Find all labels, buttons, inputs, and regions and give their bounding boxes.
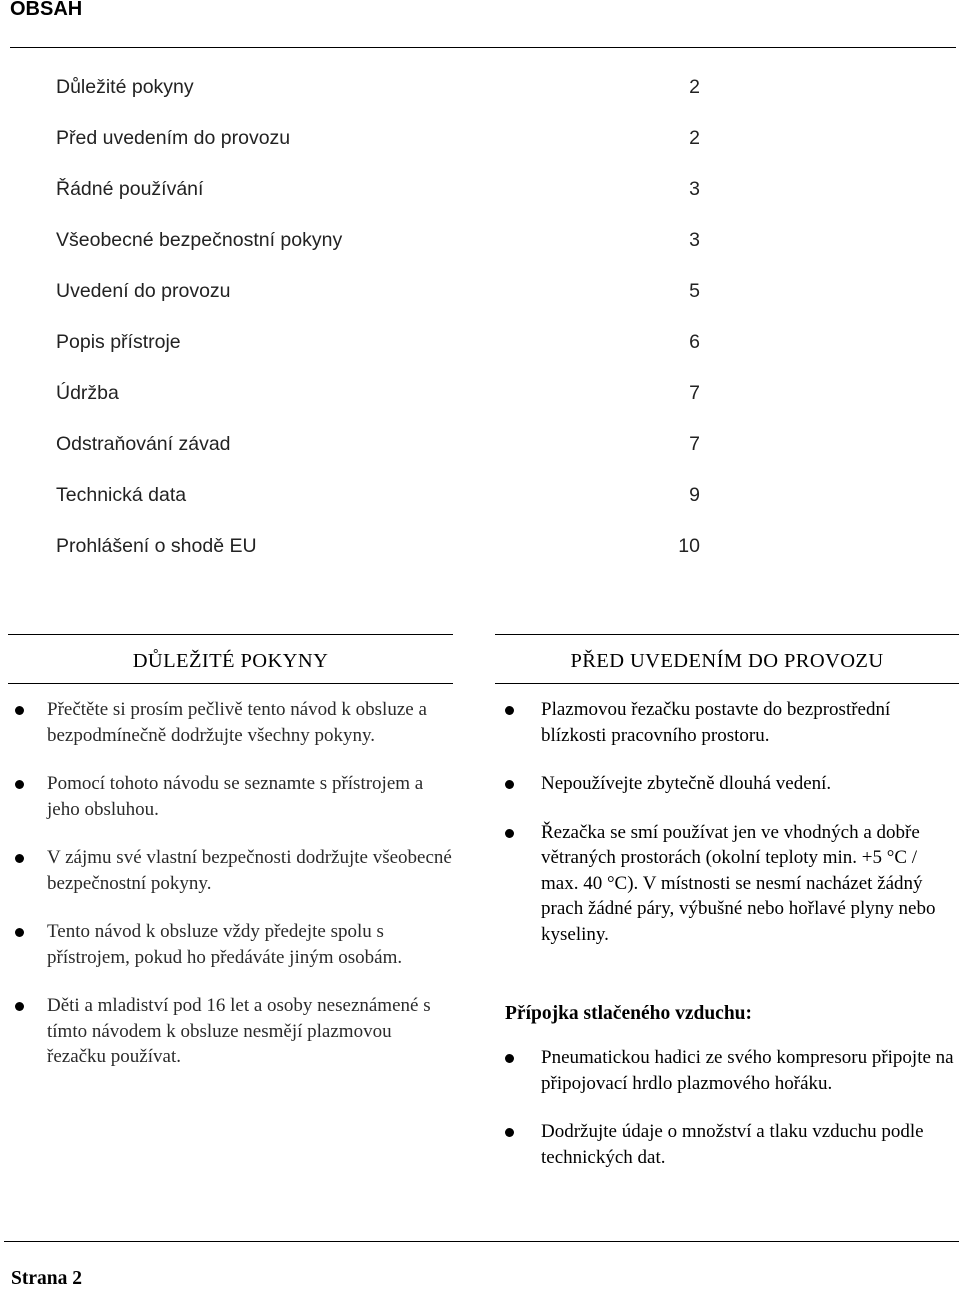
air-connection-heading: Přípojka stlačeného vzduchu: — [505, 1003, 753, 1024]
bullet-icon — [505, 706, 514, 715]
list-item-text: Pneumatickou hadici ze svého kompresoru připojte na připojovací hrdlo plazmového hořáku. — [541, 1047, 954, 1094]
toc-row[interactable] — [56, 331, 700, 382]
table-of-contents — [56, 76, 700, 586]
toc-title: Před uvedením do provozu — [56, 127, 291, 149]
list-item-text: Děti a mladiství pod 16 let a osoby neseznámené s tímto návodem k obsluze nesmějí plazmovou řezačku používat. — [47, 995, 431, 1067]
toc-title: Důležité pokyny — [56, 76, 194, 98]
toc-page: 3 — [689, 178, 700, 200]
toc-page: 9 — [689, 484, 700, 506]
list-item — [8, 697, 453, 748]
important-notes-section — [8, 634, 453, 1070]
list-item-text: Nepoužívejte zbytečně dlouhá vedení. — [541, 773, 832, 794]
commissioning-list — [495, 697, 959, 947]
list-item — [495, 1045, 959, 1096]
toc-row[interactable] — [56, 280, 700, 331]
before-commissioning-section — [495, 634, 959, 1170]
toc-title: Odstraňování závad — [56, 433, 231, 455]
list-item — [495, 820, 959, 948]
toc-row[interactable] — [56, 382, 700, 433]
list-item — [8, 919, 453, 970]
toc-row[interactable] — [56, 178, 700, 229]
list-item — [8, 993, 453, 1070]
list-item-text: V zájmu své vlastní bezpečnosti dodržujte všeobecné bezpečnostní pokyny. — [47, 847, 452, 894]
toc-page: 7 — [689, 433, 700, 455]
bullet-icon — [505, 780, 514, 789]
bullet-icon — [505, 1128, 514, 1137]
toc-title: Prohlášení o shodě EU — [56, 535, 257, 557]
notes-list — [8, 697, 453, 1070]
bullet-icon — [15, 928, 24, 937]
toc-page: 2 — [689, 76, 700, 98]
page-number: Strana 2 — [11, 1268, 82, 1289]
toc-row[interactable] — [56, 76, 700, 127]
page-heading: OBSAH — [10, 0, 83, 20]
toc-page: 2 — [689, 127, 700, 149]
list-item-text: Pomocí tohoto návodu se seznamte s přístrojem a jeho obsluhou. — [47, 773, 424, 820]
toc-title: Řádné používání — [56, 178, 204, 200]
toc-page: 3 — [689, 229, 700, 251]
air-connection-list — [495, 1045, 959, 1170]
section-bottom-rule — [8, 683, 453, 684]
list-item — [8, 845, 453, 896]
section-title: PŘED UVEDENÍM DO PROVOZU — [570, 650, 884, 672]
toc-page: 7 — [689, 382, 700, 404]
toc-title: Popis přístroje — [56, 331, 181, 353]
list-item-text: Tento návod k obsluze vždy předejte spolu s přístrojem, pokud ho předáváte jiným osobám. — [47, 921, 403, 968]
section-title: DŮLEŽITÉ POKYNY — [132, 650, 329, 672]
list-item-text: Přečtěte si prosím pečlivě tento návod k obsluze a bezpodmínečně dodržujte všechny pokyny. — [47, 699, 427, 746]
bullet-icon — [15, 780, 24, 789]
footer-divider — [4, 1241, 959, 1242]
toc-row[interactable] — [56, 433, 700, 484]
toc-title: Údržba — [56, 382, 119, 404]
list-item-text: Dodržujte údaje o množství a tlaku vzduchu podle technických dat. — [541, 1121, 924, 1168]
toc-title: Technická data — [56, 484, 187, 506]
bullet-icon — [15, 854, 24, 863]
toc-page: 10 — [678, 535, 700, 557]
bullet-icon — [15, 706, 24, 715]
list-item — [495, 1119, 959, 1170]
list-item — [495, 697, 959, 748]
bullet-icon — [15, 1002, 24, 1011]
section-bottom-rule — [495, 683, 959, 684]
toc-page: 6 — [689, 331, 700, 353]
bullet-icon — [505, 1054, 514, 1063]
list-item-text: Plazmovou řezačku postavte do bezprostřední blízkosti pracovního prostoru. — [541, 699, 891, 746]
list-item — [8, 771, 453, 822]
toc-row[interactable] — [56, 484, 700, 535]
toc-row[interactable] — [56, 127, 700, 178]
toc-title: Všeobecné bezpečnostní pokyny — [56, 229, 343, 251]
heading-divider — [10, 47, 956, 48]
list-item — [495, 771, 959, 797]
bullet-icon — [505, 829, 514, 838]
toc-row[interactable] — [56, 535, 700, 586]
toc-page: 5 — [689, 280, 700, 302]
toc-row[interactable] — [56, 229, 700, 280]
list-item-text: Řezačka se smí používat jen ve vhodných a dobře větraných prostorách (okolní teploty min. +5 °C / max. 40 °C). V místnosti se nesmí nacházet žádný prach žádné páry, výbušné nebo hořlavé plyny nebo kyseliny. — [541, 821, 936, 945]
toc-title: Uvedení do provozu — [56, 280, 231, 302]
